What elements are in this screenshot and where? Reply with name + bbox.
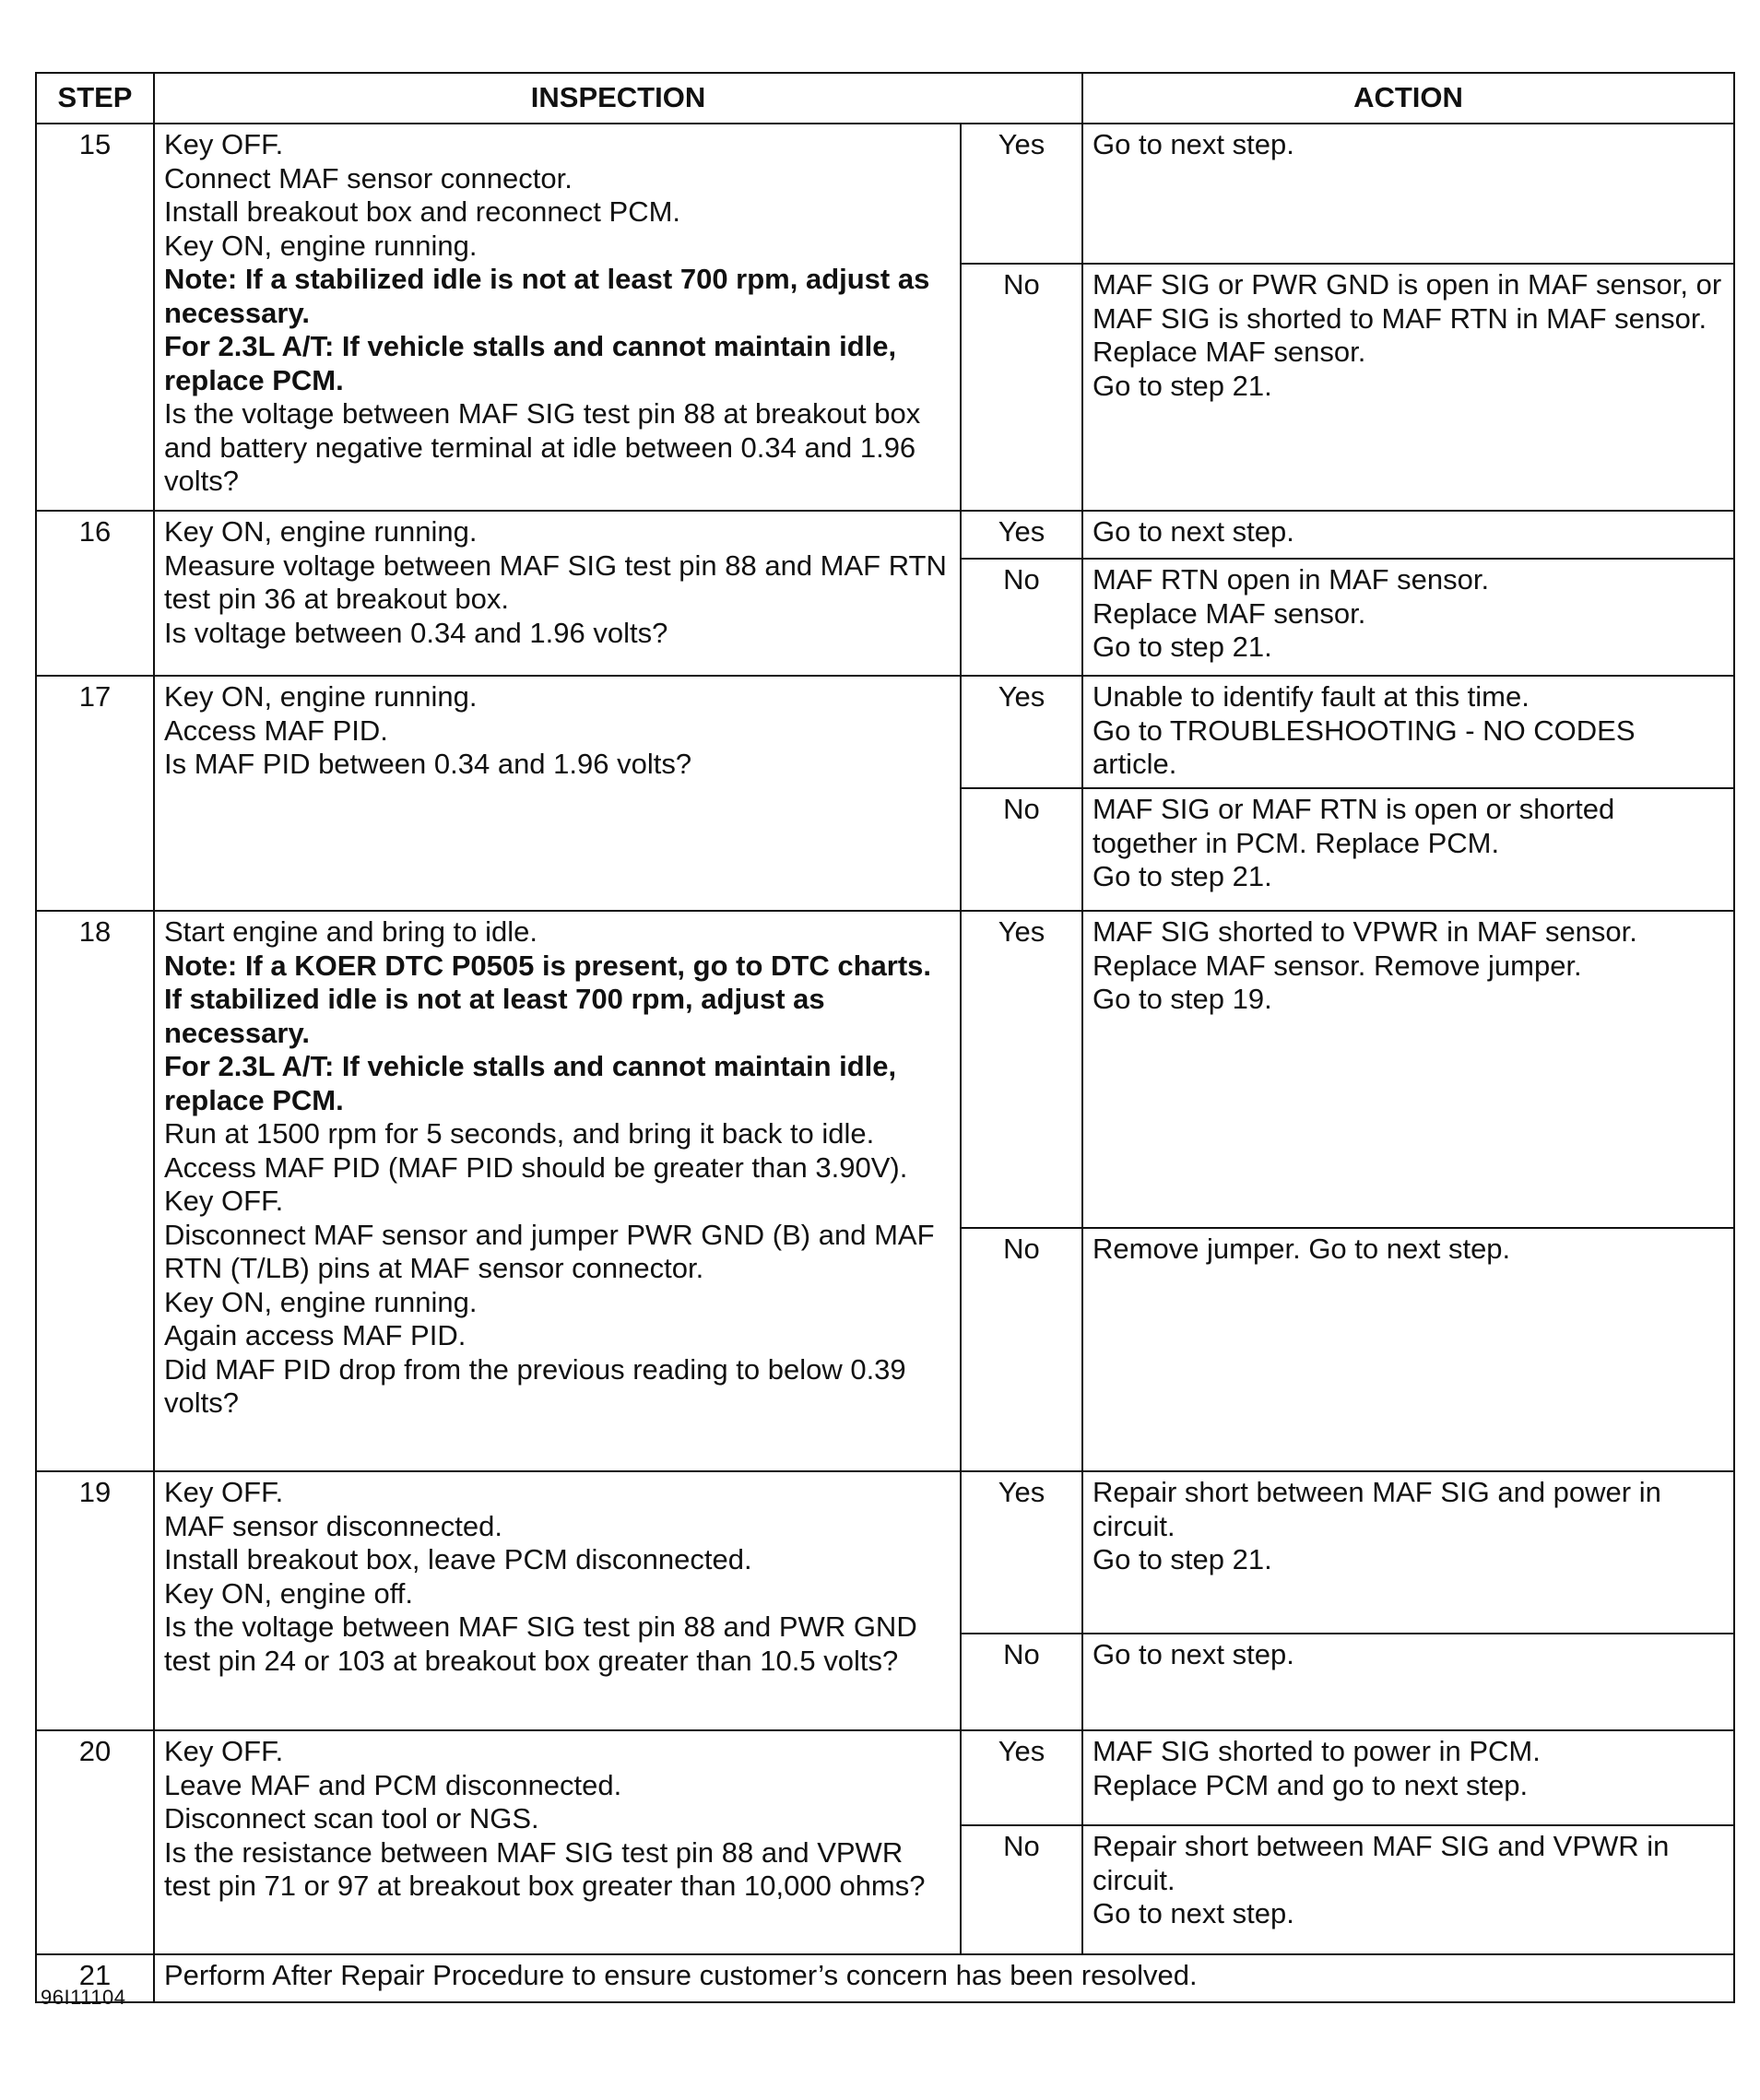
action-line: Go to next step. [1093,1638,1294,1670]
figure-id: 96I11104 [41,1986,126,2009]
inspection-line: Start engine and bring to idle. [164,915,537,948]
inspection-note: For 2.3L A/T: If vehicle stalls and cannot maintain idle, replace PCM. [164,1050,897,1116]
step-number: 20 [36,1730,154,1954]
inspection-line: Is the voltage between MAF SIG test pin 88 and PWR GND test pin 24 or 103 at breakout box greater than 10.5 volts? [164,1610,917,1677]
action-cell [1082,1730,1734,1825]
action-line: MAF SIG shorted to power in PCM. [1093,1735,1541,1767]
inspection-cell [154,1730,961,1954]
action-cell [1082,559,1734,676]
table-row [36,676,1734,788]
action-cell [1082,511,1734,559]
answer-no: No [961,1228,1082,1471]
inspection-line: Key OFF. [164,1476,284,1508]
action-line: MAF SIG shorted to VPWR in MAF sensor. [1093,915,1637,948]
inspection-line: Key ON, engine running. [164,229,478,262]
answer-no: No [961,559,1082,676]
answer-no: No [961,1634,1082,1730]
table-row [36,511,1734,559]
action-cell [1082,1634,1734,1730]
action-line: Replace MAF sensor. Remove jumper. [1093,949,1582,982]
inspection-line: Is voltage between 0.34 and 1.96 volts? [164,616,668,649]
step-number: 16 [36,511,154,676]
answer-yes: Yes [961,1730,1082,1825]
action-cell [1082,124,1734,264]
action-line: Remove jumper. Go to next step. [1093,1233,1511,1265]
inspection-line: Disconnect scan tool or NGS. [164,1802,539,1835]
action-line: Go to step 21. [1093,860,1272,892]
inspection-line: Key ON, engine running. [164,680,478,713]
inspection-line: Is MAF PID between 0.34 and 1.96 volts? [164,748,692,780]
inspection-line: Again access MAF PID. [164,1319,467,1351]
action-line: Go to step 21. [1093,631,1272,663]
table-header-row [36,73,1734,124]
action-cell [1082,788,1734,911]
action-line: Go to step 21. [1093,369,1272,402]
action-line: Go to next step. [1093,1897,1294,1929]
step-number: 15 [36,124,154,511]
inspection-line: Install breakout box, leave PCM disconnected. [164,1543,752,1575]
inspection-line: Install breakout box and reconnect PCM. [164,195,681,228]
inspection-cell [154,124,961,511]
inspection-line: MAF sensor disconnected. [164,1509,503,1542]
action-line: Go to step 19. [1093,983,1272,1015]
action-line: MAF SIG or PWR GND is open in MAF sensor, or MAF SIG is shorted to MAF RTN in MAF sensor. Replace MAF sensor. [1093,268,1722,368]
step-number: 18 [36,911,154,1471]
inspection-line: Key OFF. [164,128,284,160]
header-step: STEP [36,73,154,124]
action-cell [1082,1471,1734,1634]
inspection-cell [154,1471,961,1730]
inspection-line: Run at 1500 rpm for 5 seconds, and bring it back to idle. [164,1117,875,1150]
table-row [36,1954,1734,2002]
inspection-line: Access MAF PID (MAF PID should be greater than 3.90V). [164,1150,908,1184]
action-cell [1082,1228,1734,1471]
answer-no: No [961,264,1082,511]
inspection-cell [154,511,961,676]
action-line: Go to step 21. [1093,1543,1272,1575]
table-row [36,1730,1734,1825]
answer-no: No [961,788,1082,911]
table-row [36,911,1734,1228]
header-inspection: INSPECTION [154,73,1082,124]
step-number: 19 [36,1471,154,1730]
inspection-line: Access MAF PID. [164,714,388,747]
inspection-line: Measure voltage between MAF SIG test pin 88 and MAF RTN test pin 36 at breakout box. [164,549,947,615]
action-cell [1082,264,1734,511]
inspection-line: Disconnect MAF sensor and jumper PWR GND (B) and MAF RTN (T/LB) pins at MAF sensor connector. [164,1218,935,1284]
diagnostic-table [35,72,1735,2003]
action-line: Repair short between MAF SIG and power in circuit. [1093,1476,1661,1542]
inspection-cell [154,676,961,911]
table-row [36,124,1734,264]
answer-no: No [961,1825,1082,1954]
inspection-note: Note: If a KOER DTC P0505 is present, go to DTC charts. If stabilized idle is not at least 700 rpm, adjust as necessary. [164,949,931,1049]
inspection-line: Key OFF. [164,1185,284,1217]
inspection-line: Is the resistance between MAF SIG test pin 88 and VPWR test pin 71 or 97 at breakout box greater than 10,000 ohms? [164,1835,926,1902]
action-cell [1082,911,1734,1228]
action-line: Go to TROUBLESHOOTING - NO CODES article. [1093,714,1636,780]
action-line: Replace MAF sensor. [1093,596,1366,630]
inspection-cell [154,911,961,1471]
action-line: Unable to identify fault at this time. [1093,680,1530,713]
inspection-line: Connect MAF sensor connector. [164,161,573,195]
action-line: Repair short between MAF SIG and VPWR in circuit. [1093,1830,1670,1896]
answer-yes: Yes [961,511,1082,559]
inspection-line: Key ON, engine running. [164,1285,478,1318]
action-line: MAF RTN open in MAF sensor. [1093,563,1490,596]
inspection-line: Is the voltage between MAF SIG test pin 88 at breakout box and battery negative terminal at idle between 0.34 and 1.96 volts? [164,397,921,497]
inspection-note: For 2.3L A/T: If vehicle stalls and cannot maintain idle, replace PCM. [164,330,897,396]
table-row [36,1471,1734,1634]
inspection-note: Note: If a stabilized idle is not at least 700 rpm, adjust as necessary. [164,263,930,329]
action-cell [1082,676,1734,788]
action-line: Go to next step. [1093,128,1294,160]
inspection-line: Leave MAF and PCM disconnected. [164,1768,622,1801]
answer-yes: Yes [961,676,1082,788]
step-number: 21 [36,1954,154,2002]
answer-yes: Yes [961,911,1082,1228]
inspection-line: Key OFF. [164,1735,284,1767]
answer-yes: Yes [961,1471,1082,1634]
action-line: Go to next step. [1093,515,1294,548]
answer-yes: Yes [961,124,1082,264]
step-number: 17 [36,676,154,911]
inspection-line: Key ON, engine off. [164,1576,413,1610]
header-action: ACTION [1082,73,1734,124]
action-cell [1082,1825,1734,1954]
action-line: MAF SIG or MAF RTN is open or shorted together in PCM. Replace PCM. [1093,793,1615,859]
action-line: Replace PCM and go to next step. [1093,1768,1529,1801]
final-instruction: Perform After Repair Procedure to ensure customer’s concern has been resolved. [154,1954,1734,2002]
inspection-line: Did MAF PID drop from the previous reading to below 0.39 volts? [164,1352,906,1419]
inspection-line: Key ON, engine running. [164,515,478,548]
